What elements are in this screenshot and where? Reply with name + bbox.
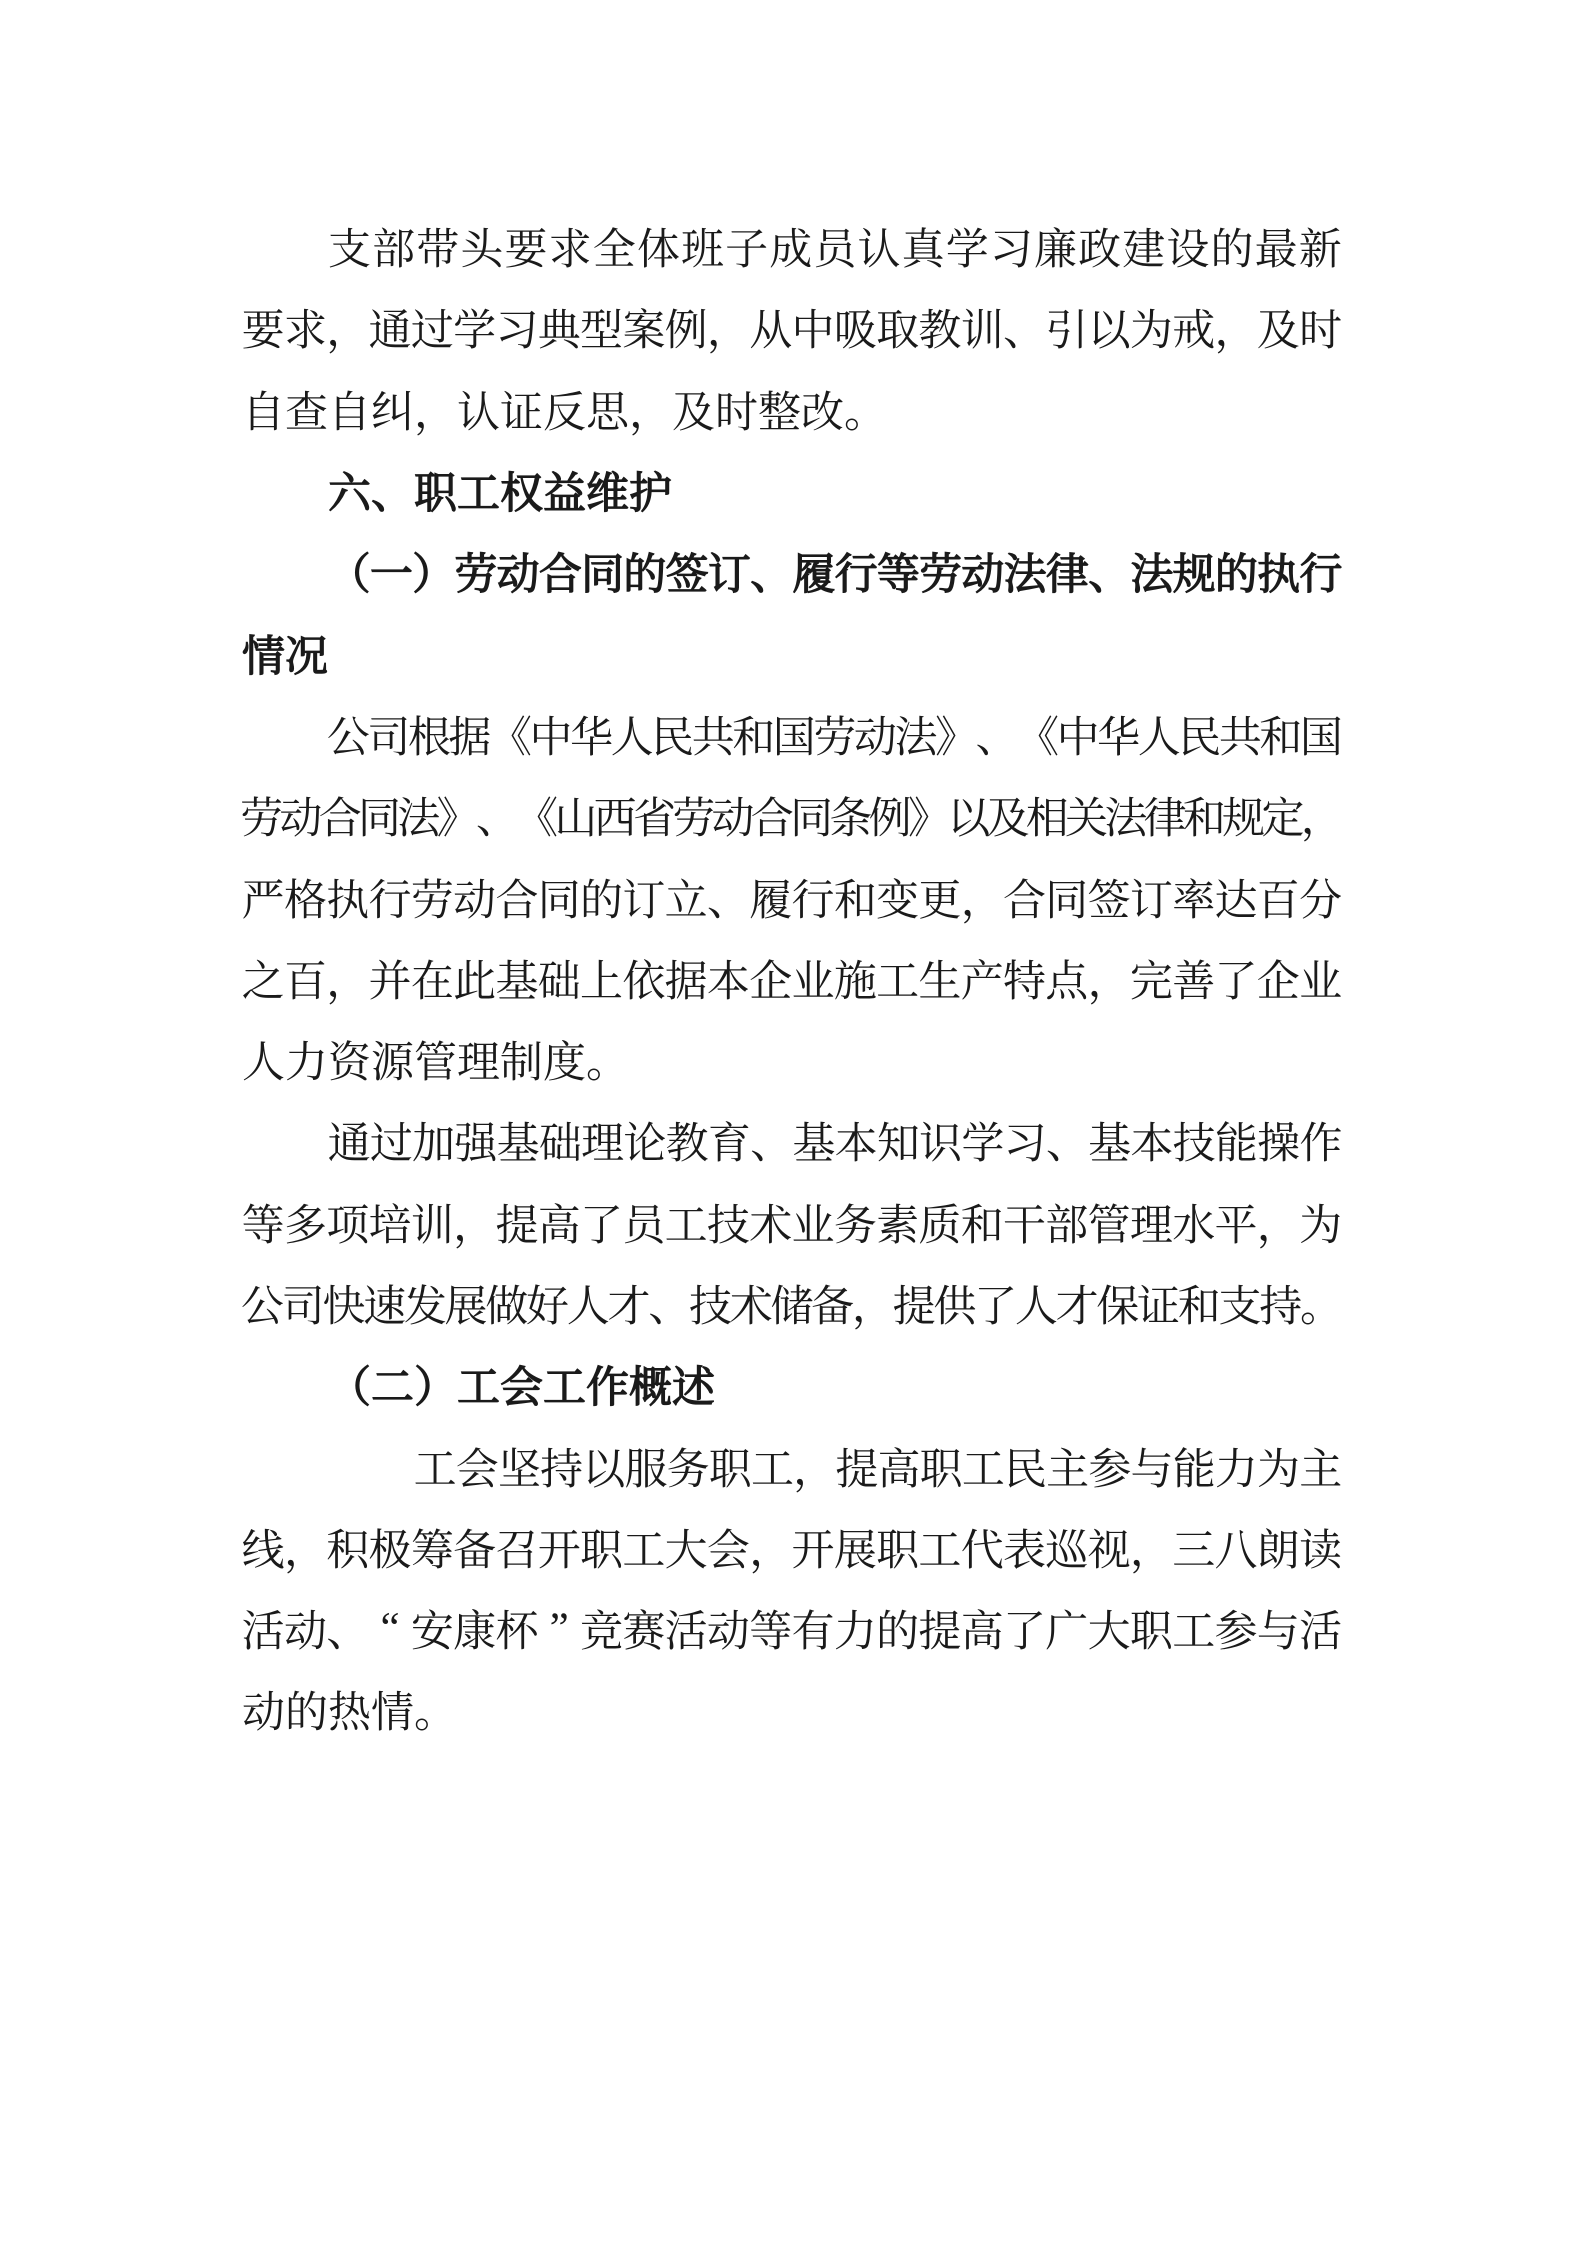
text-line: 公 司 根 据 《 中 华 人 民 共 和 国 劳 动 法 》 、 《 中 华 人 民 共 和 国 <box>326 714 1343 762</box>
section-heading <box>242 531 1342 694</box>
text-line: 工 会 坚 持 以 服 务 职 工 ， 提 高 职 工 民 主 参 与 能 力 为 主 <box>413 1446 1343 1494</box>
text-line: 通 过 加 强 基 础 理 论 教 育 、 基 本 知 识 学 习 、 基 本 技 能 操 作 <box>327 1121 1343 1169</box>
paragraph <box>242 1425 1342 1750</box>
text-line: 劳 动 合 同 法 》 、 《 山 西 省 劳 动 合 同 条 例 》 以 及 相 关 法 律 和 规 定 ， <box>240 796 1344 844</box>
text-line: 支 部 带 头 要 求 全 体 班 子 成 员 认 真 学 习 廉 政 建 设 的 最 新 <box>328 227 1342 275</box>
text-line: 要 求 ， 通 过 学 习 典 型 案 例 ， 从 中 吸 取 教 训 、 引 以 为 戒 ， 及 时 <box>241 308 1343 356</box>
text-line: 人 力 资 源 管 理 制 度 。 <box>242 1040 629 1088</box>
text-line: （ 二 ） 工 会 工 作 概 述 <box>328 1363 715 1414</box>
text-line: 等 多 项 培 训 ， 提 高 了 员 工 技 术 业 务 素 质 和 干 部 管 理 水 平 ， 为 <box>241 1202 1343 1250</box>
text-line: 自 查 自 纠 ， 认 证 反 思 ， 及 时 整 改 。 <box>242 389 887 437</box>
text-line: 公 司 快 速 发 展 做 好 人 才 、 技 术 储 备 ， 提 供 了 人 才 保 证 和 支 持 。 <box>240 1284 1343 1331</box>
text-line: （ 一 ） 劳 动 合 同 的 签 订 、 履 行 等 劳 动 法 律 、 法 规 的 执 行 <box>327 550 1343 601</box>
section-heading <box>242 1344 1342 1425</box>
text-line: 线 ， 积 极 筹 备 召 开 职 工 大 会 ， 开 展 职 工 代 表 巡 视 ， 三 八 朗 读 <box>241 1527 1343 1575</box>
text-line: 之 百 ， 并 在 此 基 础 上 依 据 本 企 业 施 工 生 产 特 点 ， 完 善 了 企 业 <box>241 958 1343 1006</box>
text-line: 六 、 职 工 权 益 维 护 <box>328 469 672 520</box>
text-line: 动 的 热 情 。 <box>242 1690 457 1738</box>
document-body <box>242 206 1342 1751</box>
paragraph <box>242 1100 1342 1344</box>
text-line: 情 况 <box>242 631 328 682</box>
text-line: 严 格 执 行 劳 动 合 同 的 订 立 、 履 行 和 变 更 ， 合 同 签 订 率 达 百 分 <box>241 877 1343 925</box>
paragraph <box>242 206 1342 450</box>
paragraph <box>242 694 1342 1100</box>
text-line: 活 动 、 “ 安 康 杯 ” 竞 赛 活 动 等 有 力 的 提 高 了 广 大 职 工 参 与 活 <box>241 1605 1343 1657</box>
section-heading <box>242 450 1342 531</box>
